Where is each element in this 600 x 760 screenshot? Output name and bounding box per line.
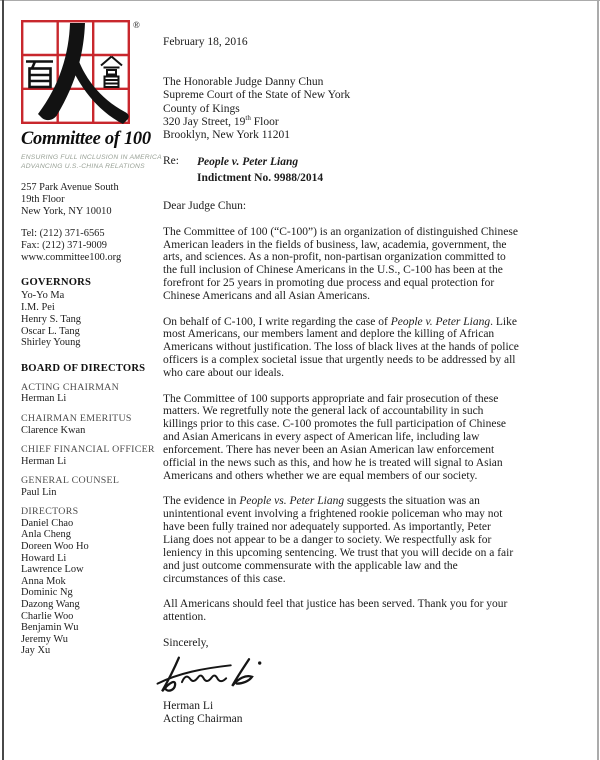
text-segment: 320 Jay Street, 19 [163,115,246,128]
board-member-name: Anna Mok [21,575,66,587]
letter-body [163,36,519,726]
board-member-name: Anla Cheng [21,529,71,541]
org-tagline [21,154,162,171]
scan-edge-top [0,0,600,1]
text-segment: The Committee of 100 supports appropriate and fair prosecution of these matters. We regretfully note the general lack of accountability in such killings prior to this case. C-100 promotes the full participation of Chinese and Asian Americans in every aspect of American life, including law enforcement. There has never been an Asian American law enforcement official in the news such as this, and how he is treated will signal to Asian Americans and others whether we are equal members of our society. [163,392,507,483]
contact-line: Fax: (212) 371-9009 [21,240,108,251]
text-segment: The Committee of 100 (“C-100”) is an organization of distinguished Chinese American leaders in the fields of business, law, academia, government, the arts, and sciences. As a non-profit, non-partisan organization committed to the full inclusion of Chinese Americans in the U.S., C-100 has been at the forefront for 25 years in promoting due process and equal protection for Chinese Americans and all Asian Americans. [163,225,518,303]
board-role-title: CHAIRMAN EMERITUS [21,413,132,425]
board-role [21,475,155,498]
board-member-name: Charlie Woo [21,610,74,622]
text-segment: The evidence in [163,495,240,508]
registered-trademark-symbol: ® [133,20,140,30]
letter-paragraph [163,598,519,624]
letterhead-sidebar [21,20,162,657]
board-member-name: Dominic Ng [21,587,73,599]
signer-title: Acting Chairman [163,712,243,725]
text-segment: People v. Peter Liang [197,156,299,169]
logo-character-bai [26,62,53,88]
board-member-name: Howard Li [21,552,67,564]
contact-line: Tel: (212) 371-6565 [21,228,105,240]
committee-of-100-logo [21,20,155,126]
subject-block [197,155,323,186]
board-member-name: Herman Li [21,455,67,467]
governor-name: Shirley Young [21,337,81,349]
text-segment: . Like most Americans, our members lament and deplore the killing of African Americans without justification. The loss of black lives at the hands of police officers is a complex societal issue that urgently needs to be addressed by all who care about our ideals. [163,315,519,380]
board-role [21,382,155,405]
letter-paragraphs [163,226,519,624]
board-member-name: Daniel Chao [21,517,74,529]
text-line [163,103,519,116]
text-segment: Indictment No. 9988/2014 [197,171,324,184]
signer-name: Herman Li [163,699,214,712]
scan-edge-left [2,0,4,760]
board-member-name: Benjamin Wu [21,622,79,634]
salutation: Dear Judge Chun: [163,200,247,213]
text-segment: People v. Peter Liang [390,315,491,328]
governors-heading: GOVERNORS [21,277,92,289]
board-roles-list [21,382,155,657]
closing: Sincerely, [163,637,209,650]
org-address [21,182,155,217]
text-line [163,129,519,142]
text-segment: County of Kings [163,102,240,115]
board-role-names [21,393,155,405]
text-line [197,155,323,170]
tagline-line: ADVANCING U.S.-CHINA RELATIONS [21,162,145,170]
re-label: Re: [163,155,179,168]
governor-name: I.M. Pei [21,302,55,314]
text-segment: th [245,113,251,122]
letter-paragraph [163,393,519,483]
board-member-name: Doreen Woo Ho [21,540,89,552]
text-segment: Supreme Court of the State of New York [163,89,351,102]
letter-paragraph [163,495,519,585]
address-line: New York, NY 10010 [21,205,112,217]
board-role-title: DIRECTORS [21,506,79,518]
board-role-names [21,518,155,657]
governor-name: Henry S. Tang [21,313,81,325]
board-member-name: Lawrence Low [21,564,84,576]
letter-date: February 18, 2016 [163,36,248,48]
board-role [21,506,155,657]
text-line [163,89,519,102]
address-line: 19th Floor [21,193,65,205]
text-line [163,113,519,129]
board-member-name: Jay Xu [21,645,51,657]
board-member-name: Paul Lin [21,486,57,498]
text-segment: All Americans should feel that justice has been served. Thank you for your attention. [163,598,508,624]
governors-list [21,290,155,349]
board-role-title: ACTING CHAIRMAN [21,381,120,393]
board-member-name: Jeremy Wu [21,633,69,645]
board-role-names [21,456,155,468]
board-role-names [21,425,155,437]
board-member-name: Herman Li [21,393,67,405]
board-role [21,444,155,467]
handwritten-signature [156,653,278,699]
text-segment: The Honorable Judge Danny Chun [163,75,324,88]
org-contact [21,228,155,263]
board-member-name: Dazong Wang [21,598,80,610]
contact-line: www.committee100.org [21,251,122,263]
tagline-line: ENSURING FULL INCLUSION IN AMERICA [21,154,162,161]
letter-paragraph [163,316,519,381]
board-heading: BOARD OF DIRECTORS [21,362,146,374]
text-segment: People vs. Peter Liang [239,495,345,508]
text-line [163,76,519,89]
board-role [21,413,155,436]
governor-name: Oscar L. Tang [21,325,80,337]
text-segment: Brooklyn, New York 11201 [163,129,291,142]
logo-character-hui [101,57,122,88]
text-segment: On behalf of C-100, I write regarding the case of [163,315,391,328]
board-role-names [21,487,155,499]
subject-row [163,155,519,186]
governor-name: Yo-Yo Ma [21,290,65,302]
scan-edge-right [597,0,599,760]
org-name: Committee of 100 [21,129,151,149]
logo-grid-graphic [21,20,131,126]
text-segment: suggests the situation was an unintentional event involving a frightened rookie policeman who may not have been fully trained nor adequately supported. As importantly, Peter Liang does not appear to be a danger to society. We respectfully ask for leniency in this upcoming sentencing. We trust that you will decide on a fair and just outcome commensurate with the applicable law and the circumstances of this case. [163,495,514,585]
recipient-address-block [163,76,519,142]
address-line: 257 Park Avenue South [21,182,119,194]
text-line [197,171,323,186]
board-role-title: GENERAL COUNSEL [21,475,120,487]
text-segment: Floor [250,115,279,128]
letter-paragraph [163,226,519,303]
board-member-name: Clarence Kwan [21,424,86,436]
board-role-title: CHIEF FINANCIAL OFFICER [21,444,155,456]
